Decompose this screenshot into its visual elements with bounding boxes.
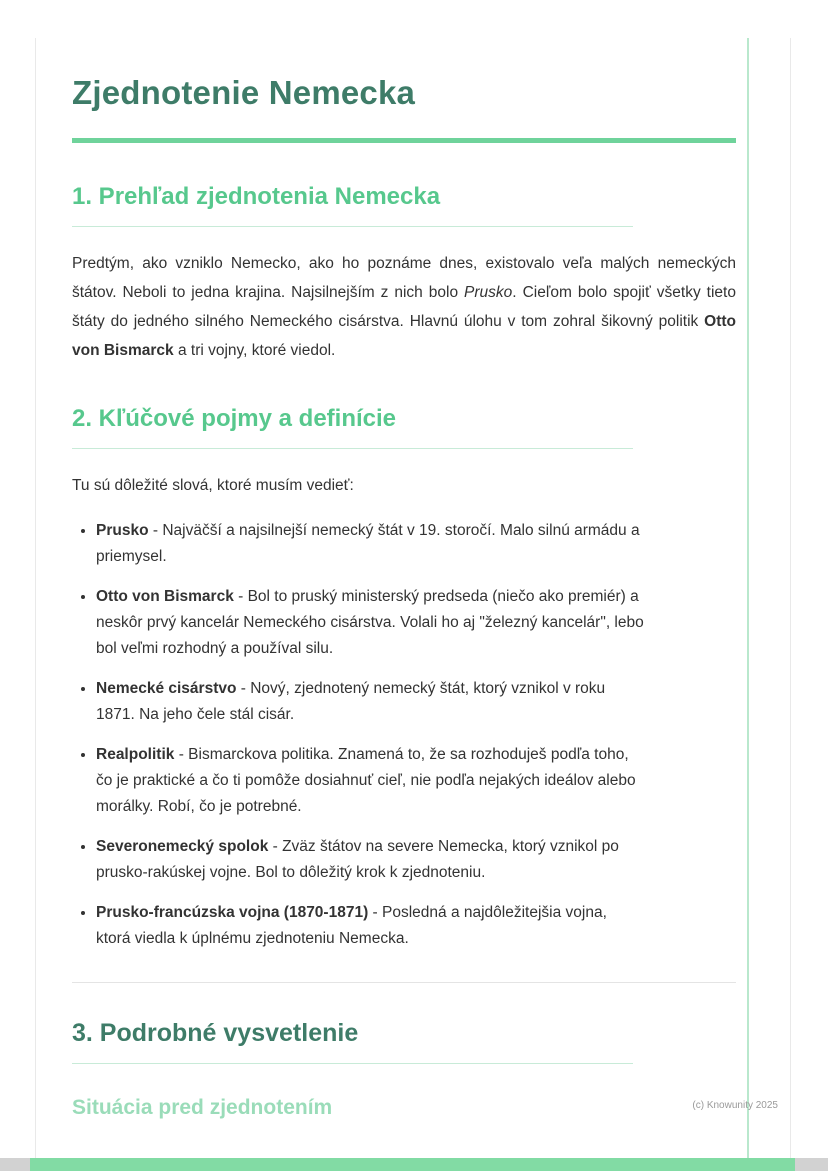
document-content (72, 0, 736, 1120)
term-label: Prusko-francúzska vojna (1870-1871) (96, 904, 369, 921)
page-edge-left (35, 38, 36, 1158)
term-list-item (96, 584, 644, 662)
paragraph-text: a tri vojny, ktoré viedol. (173, 342, 336, 359)
term-label: Nemecké cisárstvo (96, 680, 237, 697)
term-definition: - Zväz štátov na severe Nemecka, ktorý vznikol po prusko-rakúskej vojne. Bol to dôležitý krok k zjednoteniu. (96, 838, 619, 881)
subsection-heading: Situácia pred zjednotením (72, 1096, 333, 1119)
next-page-edge-bar (30, 1158, 795, 1171)
section-divider (72, 982, 736, 983)
term-list-item (96, 676, 644, 728)
italic-term-prusko: Prusko (464, 284, 513, 301)
term-definition: - Bol to pruský ministerský predseda (niečo ako premiér) a neskôr prvý kancelár Nemeckého cisárstva. Volali ho aj "železný kancelár", lebo bol veľmi rozhodný a používal silu. (96, 588, 644, 657)
term-list-item (96, 742, 644, 820)
title-underline-rule (72, 138, 736, 143)
page-edge-right (790, 38, 791, 1158)
term-label: Prusko (96, 522, 149, 539)
terms-list (72, 518, 644, 952)
term-definition: - Nový, zjednotený nemecký štát, ktorý vznikol v roku 1871. Na jeho čele stál cisár. (96, 680, 606, 723)
term-list-item (96, 900, 644, 952)
bold-term-bismarck: Otto von Bismarck (72, 313, 736, 359)
bottom-corner-right (795, 1158, 828, 1171)
notebook-margin-line (747, 38, 749, 1158)
section-3-heading: 3. Podrobné vysvetlenie (72, 1019, 633, 1064)
term-label: Severonemecký spolok (96, 838, 269, 855)
section-2-heading: 2. Kľúčové pojmy a definície (72, 405, 633, 449)
page-title: Zjednotenie Nemecka (72, 74, 416, 111)
paragraph-text: Predtým, ako vzniklo Nemecko, ako ho poznáme dnes, existovalo veľa malých nemeckých štátov. Neboli to jedna krajina. Najsilnejším z nich bolo (72, 255, 736, 301)
paragraph-text: . Cieľom bolo spojiť všetky tieto štáty do jedného silného Nemeckého cisárstva. Hlavnú úlohu v tom zohral šikovný politik (72, 284, 736, 330)
term-label: Otto von Bismarck (96, 588, 234, 605)
term-list-item (96, 834, 644, 886)
section-1-heading: 1. Prehľad zjednotenia Nemecka (72, 183, 633, 227)
term-definition: - Najväčší a najsilnejší nemecký štát v 19. storočí. Malo silnú armádu a priemysel. (96, 522, 640, 565)
term-definition: - Bismarckova politika. Znamená to, že sa rozhoduješ podľa toho, čo je praktické a čo ti pomôže dosiahnuť cieľ, nie podľa nejakých ideálov alebo morálky. Robí, čo je potrebné. (96, 746, 636, 815)
copyright-footer: (c) Knowunity 2025 (692, 1100, 778, 1111)
term-label: Realpolitik (96, 746, 175, 763)
term-definition: - Posledná a najdôležitejšia vojna, ktorá viedla k úplnému zjednoteniu Nemecka. (96, 904, 607, 947)
section-2-intro: Tu sú dôležité slová, ktoré musím vedieť: (72, 477, 354, 494)
bottom-corner-left (0, 1158, 30, 1171)
term-list-item (96, 518, 644, 570)
section-1-paragraph (72, 249, 736, 365)
